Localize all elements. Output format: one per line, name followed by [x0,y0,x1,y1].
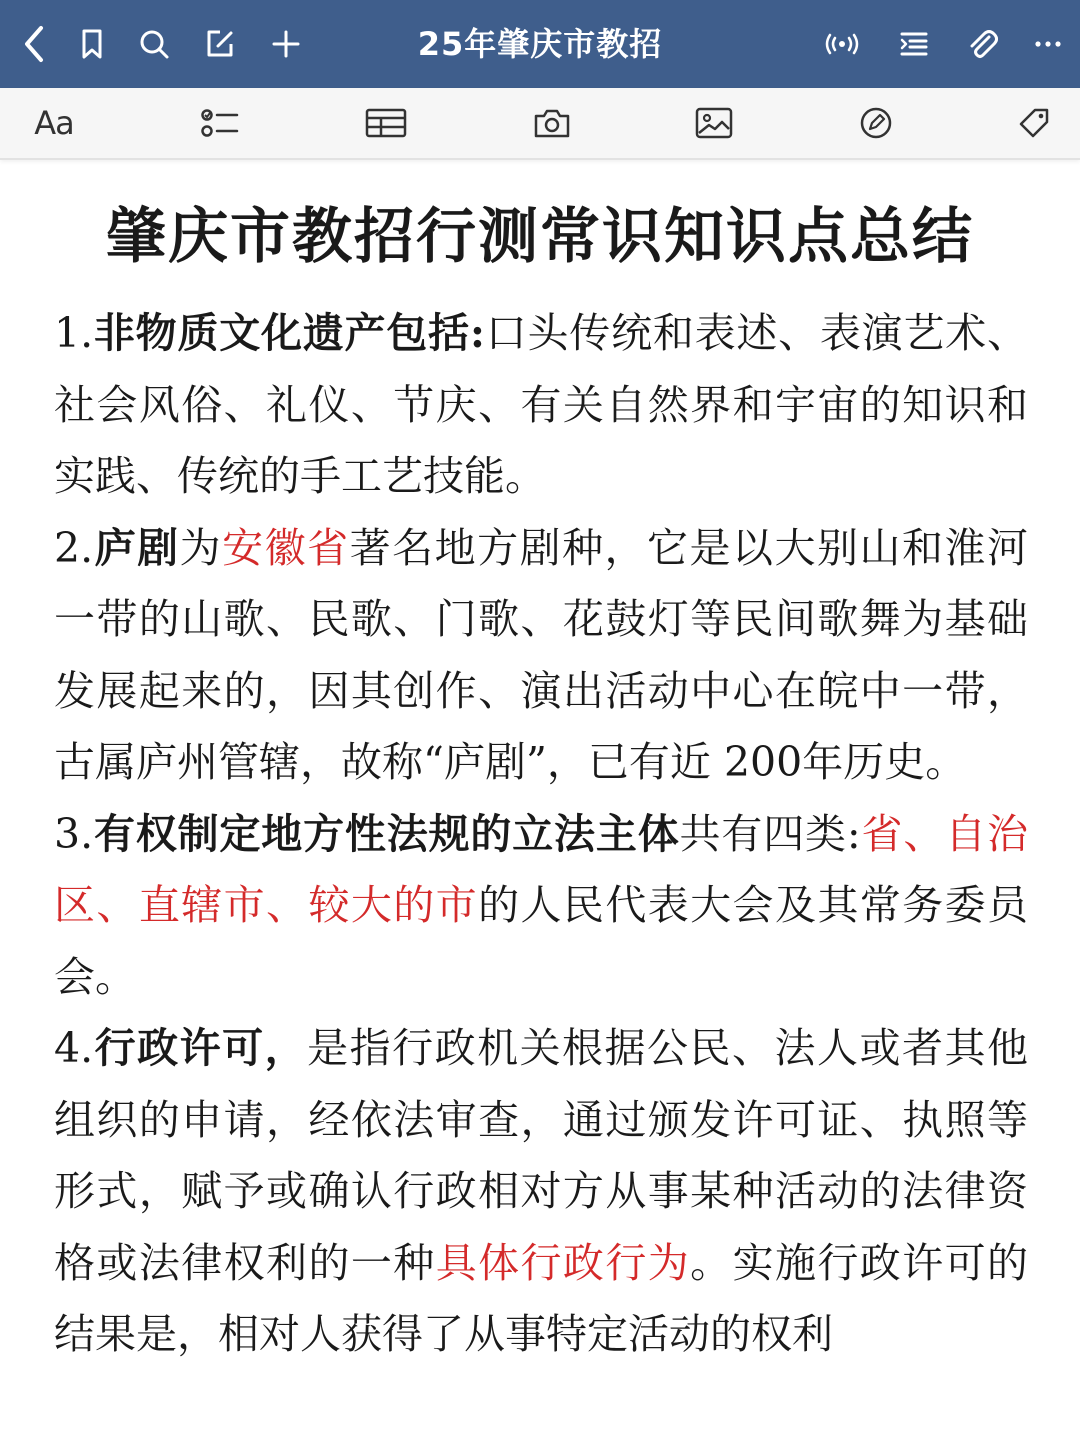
attachment-icon[interactable] [958,20,1006,68]
document-title: 肇庆市教招行测常识知识点总结 [106,202,974,272]
bold-term: 非物质文化遗产包括: [93,309,485,357]
document-area[interactable] [0,160,1080,1443]
paragraph-text: 为 [179,523,223,572]
image-icon[interactable] [690,99,738,147]
paragraph-4 [54,1013,1028,1371]
paragraph-text: 是指行政机关根据公民、法人或者其他组织的申请，经依法审查，通过颁发许可证、执照等形式，赋予或确认行政相对方从事某种活动的法律资格或法律权利的一种 [54,1024,1029,1287]
font-icon[interactable] [30,99,78,147]
paragraph-1 [54,298,1028,513]
tag-icon[interactable] [1010,99,1058,147]
bookmark-icon[interactable] [68,20,116,68]
checklist-icon[interactable] [196,99,244,147]
back-icon[interactable] [10,20,58,68]
paragraph-text: 的人民代表大会及其常务委员会。 [54,881,1029,1001]
edit-icon[interactable] [196,20,244,68]
paragraph-number: 1. [54,309,94,357]
camera-icon[interactable] [528,99,576,147]
paragraph-2 [54,513,1028,799]
paragraph-number: 2. [54,523,94,572]
format-toolbar [0,88,1080,160]
highlighted-text: 具体行政行为 [435,1238,691,1287]
table-icon[interactable] [362,99,410,147]
plus-icon[interactable] [262,20,310,68]
highlighted-text: 安徽省 [222,523,350,572]
search-icon[interactable] [130,20,178,68]
top-navbar [0,0,1080,88]
paragraph-number: 3. [54,809,94,858]
bold-term: 有权制定地方性法规的立法主体 [93,809,680,858]
bold-term: 庐剧 [93,523,180,572]
outline-icon[interactable] [890,20,938,68]
font-label: Aa [34,104,74,142]
paragraph-text: 。实施行政许可的结果是，相对人获得了从事特定活动的权利 [54,1238,1029,1358]
more-icon[interactable] [1024,20,1072,68]
paragraph-text: 口头传统和表述、表演艺术、社会风俗、礼仪、节庆、有关自然界和宇宙的知识和实践、传统的手工艺技能。 [54,309,1029,500]
paragraph-number: 4. [54,1024,94,1072]
paragraph-3 [54,799,1028,1014]
pen-icon[interactable] [852,99,900,147]
paragraph-text: 著名地方剧种，它是以大别山和淮河一带的山歌、民歌、门歌、花鼓灯等民间歌舞为基础发展起来的，因其创作、演出活动中心在皖中一带，古属庐州管辖，故称“庐剧”，已有近 200年历史。 [54,523,1029,786]
highlighted-text: 省、自治区、直辖市、较大的市 [54,809,1028,929]
broadcast-icon[interactable] [818,20,866,68]
paragraph-text: 共有四类: [679,809,861,858]
page-title: 25年肇庆市教招 [417,25,663,63]
bold-term: 行政许可， [93,1024,308,1072]
document-body [54,298,1028,1371]
